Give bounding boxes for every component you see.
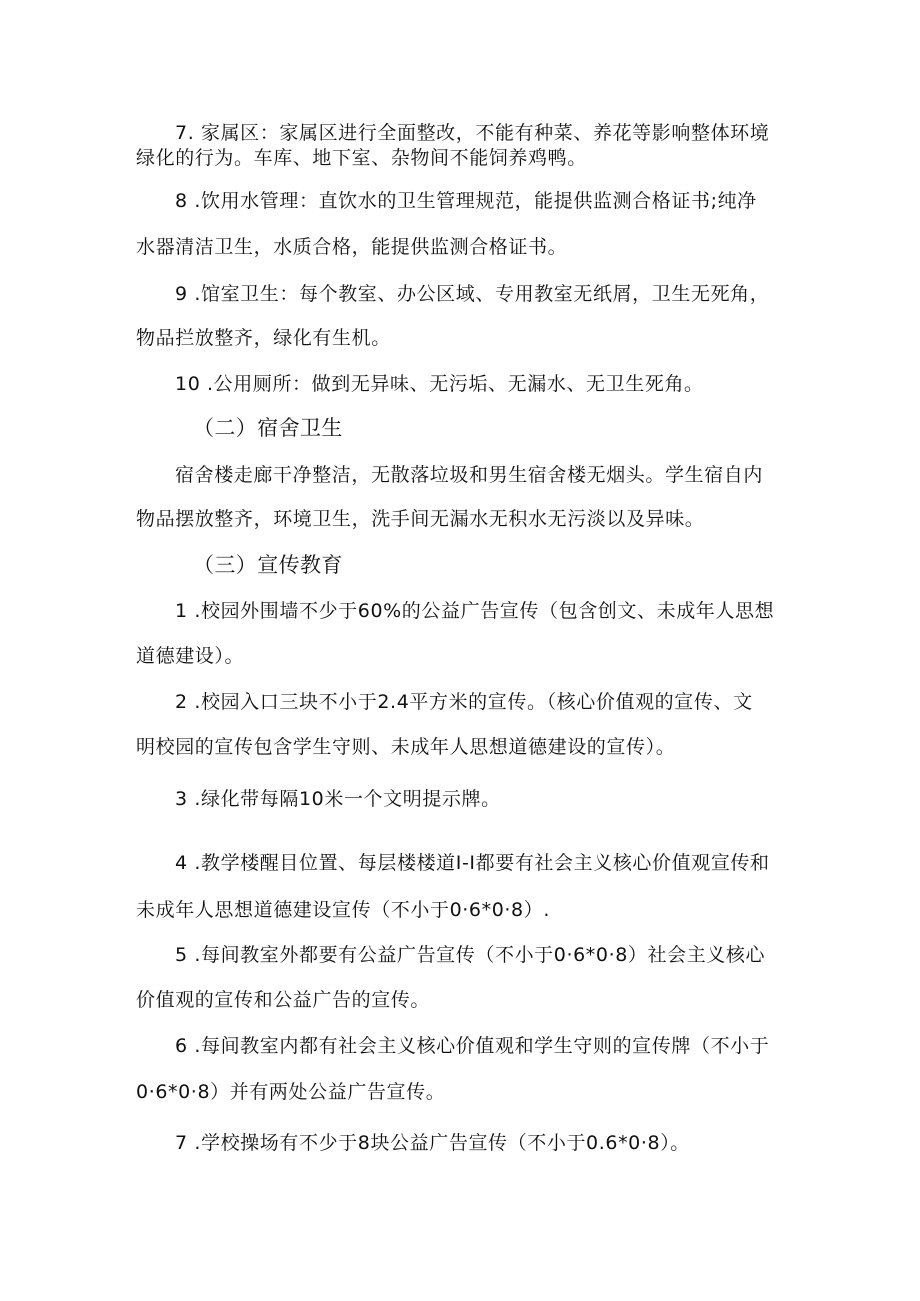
section-2-heading: （二）宿舍卫生 — [193, 416, 343, 440]
item-7-line2: 绿化的行为。车库、地下室、杂物间不能饲养鸡鸭。 — [136, 147, 587, 169]
s3-item-7-line1: 7 .学校操场有不少于8块公益广告宣传（不小于0.6*0·8）。 — [175, 1132, 690, 1154]
item-10-line1: 10 .公用厕所：做到无异味、无污垢、无漏水、无卫生死角。 — [175, 373, 704, 395]
s3-item-2-line1: 2 .校园入口三块不小于2.4平方米的宣传。（核心价值观的宣传、文 — [175, 691, 753, 713]
s3-item-1-line2: 道德建设）。 — [136, 645, 245, 667]
section-2-line2: 物品摆放整齐，环境卫生，洗手间无漏水无积水无污淡以及异味。 — [136, 508, 705, 530]
s3-item-2-line2: 明校园的宣传包含学生守则、未成年人思想道德建设的宣传）。 — [136, 736, 676, 758]
item-9-line1: 9 .馆室卫生：每个教室、办公区域、专用教室无纸屑，卫生无死角， — [175, 283, 770, 305]
item-7-line1: 7. 家属区：家属区进行全面整改，不能有种菜、养花等影响整体环境 — [175, 122, 770, 144]
item-9-line2: 物品拦放整齐，绿化有生机。 — [136, 327, 391, 349]
s3-item-5-line2: 价值观的宣传和公益广告的宣传。 — [136, 989, 431, 1011]
s3-item-1-line1: 1 .校园外围墙不少于60%的公益广告宣传（包含创文、未成年人思想 — [175, 600, 775, 622]
s3-item-6-line1: 6 .每间教室内都有社会主义核心价值观和学生守则的宣传牌（不小于 — [175, 1035, 770, 1057]
s3-item-4-line1: 4 .教学楼醒目位置、每层楼楼道I-I都要有社会主义核心价值观宣传和 — [175, 852, 770, 874]
s3-item-6-line2: 0·6*0·8）并有两处公益广告宣传。 — [136, 1081, 446, 1103]
item-8-line1: 8 .饮用水管理：直饮水的卫生管理规范，能提供监测合格证书;纯净 — [175, 190, 757, 212]
s3-item-5-line1: 5 .每间教室外都要有公益广告宣传（不小于0·6*0·8）社会主义核心 — [175, 944, 766, 966]
section-2-line1: 宿舍楼走廊干净整洁，无散落垃圾和男生宿舍楼无烟头。学生宿自内 — [175, 464, 764, 486]
s3-item-4-line2: 未成年人思想道德建设宣传（不小于0·6*0·8）. — [136, 899, 550, 921]
item-8-line2: 水器清洁卫生，水质合格，能提供监测合格证书。 — [136, 236, 568, 258]
section-3-heading: （三）宣传教育 — [193, 553, 343, 577]
s3-item-3-line1: 3 .绿化带每隔10米一个文明提示牌。 — [175, 788, 501, 810]
